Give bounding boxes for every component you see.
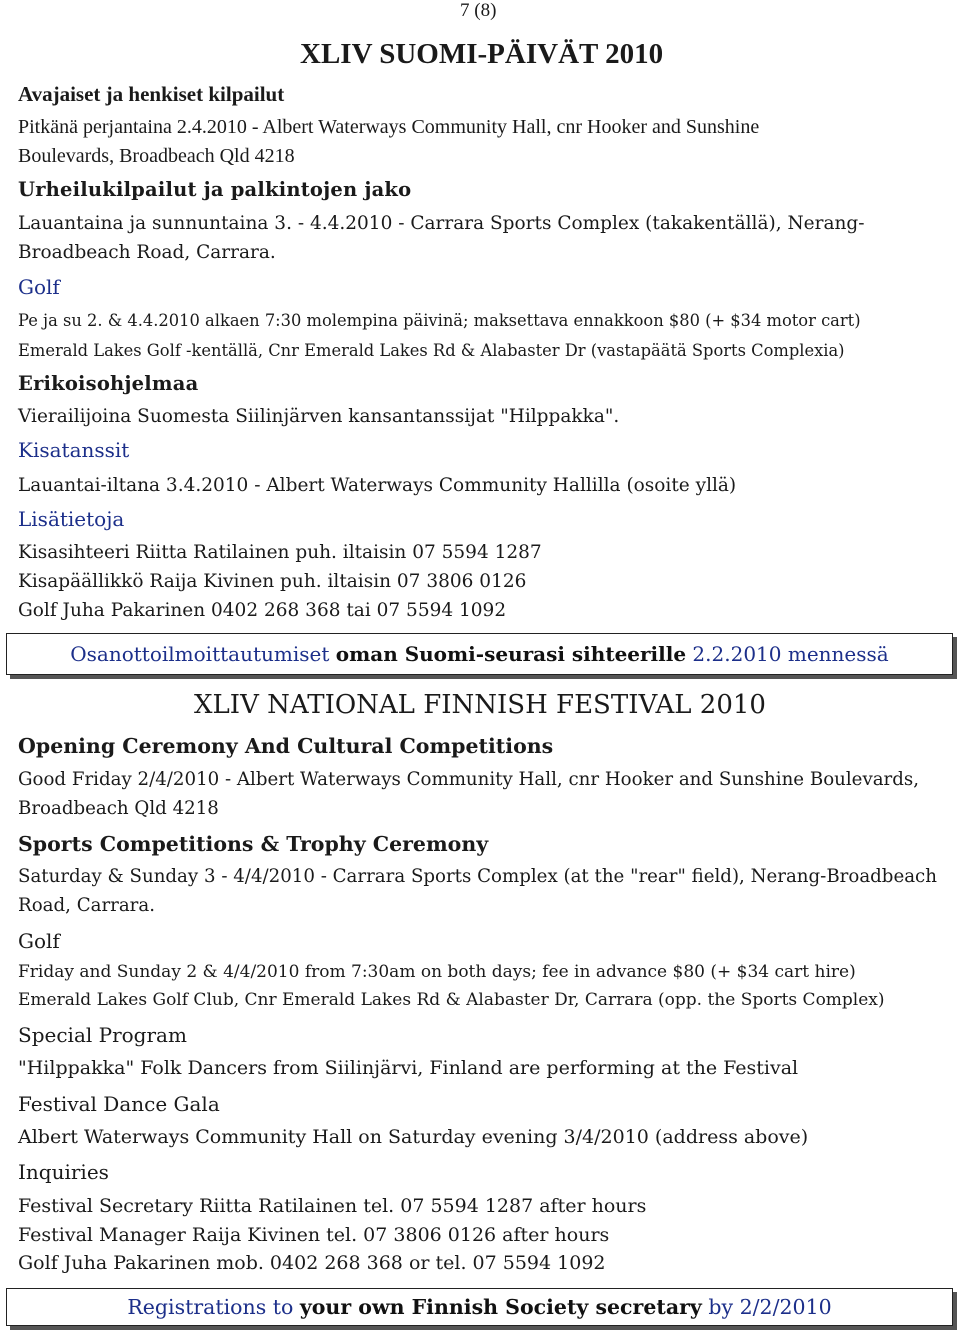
- finnish-festival-title: XLIV SUOMI-PÄIVÄT 2010: [300, 38, 664, 70]
- fi-info-heading: Lisätietoja: [18, 507, 125, 531]
- en-sports-heading: Sports Competitions & Trophy Ceremony: [18, 832, 489, 856]
- en-sports-line-1: Saturday & Sunday 3 - 4/4/2010 - Carrara Sports Complex (at the "rear" field), Nerang-Broadbeach: [18, 866, 937, 887]
- en-banner-text-3: by 2/2/2010: [701, 1295, 832, 1319]
- en-opening-heading: Opening Ceremony And Cultural Competitions: [18, 734, 554, 758]
- fi-special-heading: Erikoisohjelmaa: [18, 372, 199, 395]
- fi-info-line-3: Golf Juha Pakarinen 0402 268 368 tai 07 5594 1092: [18, 600, 507, 621]
- fi-golf-line-1: Pe ja su 2. & 4.4.2010 alkaen 7:30 molempina päivinä; maksettava ennakkoon $80 (+ $34 motor cart): [18, 311, 861, 330]
- en-sports-line-2: Road, Carrara.: [18, 895, 156, 916]
- en-gala-heading: Festival Dance Gala: [18, 1092, 220, 1116]
- en-inquiries-line-2: Festival Manager Raija Kivinen tel. 07 3806 0126 after hours: [18, 1223, 610, 1246]
- en-special-heading: Special Program: [18, 1023, 187, 1047]
- fi-registration-banner: [6, 633, 953, 675]
- fi-sports-heading: Urheilukilpailut ja palkintojen jako: [18, 178, 412, 201]
- fi-golf-heading: Golf: [18, 275, 60, 299]
- en-golf-line-2: Emerald Lakes Golf Club, Cnr Emerald Lakes Rd & Alabaster Dr, Carrara (opp. the Sports Complex): [18, 990, 885, 1010]
- en-inquiries-line-3: Golf Juha Pakarinen mob. 0402 268 368 or tel. 07 5594 1092: [18, 1252, 606, 1274]
- en-inquiries-line-1: Festival Secretary Riitta Ratilainen tel. 07 5594 1287 after hours: [18, 1195, 647, 1217]
- fi-info-text: [18, 538, 542, 625]
- en-banner-text-1: Registrations to: [127, 1295, 300, 1319]
- fi-info-line-1: Kisasihteeri Riitta Ratilainen puh. iltaisin 07 5594 1287: [18, 542, 542, 563]
- en-golf-line-1: Friday and Sunday 2 & 4/4/2010 from 7:30am on both days; fee in advance $80 (+ $34 cart hire): [18, 962, 856, 982]
- fi-opening-line-2: Boulevards, Broadbeach Qld 4218: [18, 145, 295, 167]
- en-opening-line-2: Broadbeach Qld 4218: [18, 798, 219, 819]
- en-opening-text: [18, 765, 919, 823]
- fi-opening-line-1: Pitkänä perjantaina 2.4.2010 - Albert Waterways Community Hall, cnr Hooker and Sunshine: [18, 116, 760, 138]
- fi-dance-heading: Kisatanssit: [18, 438, 130, 462]
- fi-sports-line-1: Lauantaina ja sunnuntaina 3. - 4.4.2010 - Carrara Sports Complex (takakentällä), Nerang-: [18, 213, 865, 234]
- fi-banner-text-3: 2.2.2010 mennessä: [686, 642, 889, 666]
- en-inquiries-text: [18, 1192, 646, 1278]
- page-number: 7 (8): [460, 0, 497, 21]
- fi-sports-text: [18, 209, 865, 267]
- en-golf-heading: Golf: [18, 929, 60, 953]
- en-sports-text: [18, 862, 937, 920]
- fi-banner-text-1: Osanottoilmoittautumiset: [70, 642, 336, 666]
- fi-golf-text: [18, 306, 861, 366]
- fi-sports-line-2: Broadbeach Road, Carrara.: [18, 242, 276, 263]
- fi-golf-line-2: Emerald Lakes Golf -kentällä, Cnr Emerald Lakes Rd & Alabaster Dr (vastapäätä Sports Complexia): [18, 341, 845, 360]
- fi-dance-line: Lauantai-iltana 3.4.2010 - Albert Waterways Community Hallilla (osoite yllä): [18, 475, 737, 496]
- en-gala-line: Albert Waterways Community Hall on Saturday evening 3/4/2010 (address above): [18, 1126, 809, 1148]
- en-golf-text: [18, 958, 885, 1014]
- fi-banner-text-2: oman Suomi-seurasi sihteerille: [335, 642, 687, 666]
- english-festival-title: XLIV NATIONAL FINNISH FESTIVAL 2010: [194, 690, 766, 720]
- en-banner-text-2: your own Finnish Society secretary: [299, 1295, 702, 1319]
- fi-info-line-2: Kisapäällikkö Raija Kivinen puh. iltaisin 07 3806 0126: [18, 571, 527, 592]
- fi-opening-heading: Avajaiset ja henkiset kilpailut: [18, 82, 285, 106]
- en-special-line: "Hilppakka" Folk Dancers from Siilinjärvi, Finland are performing at the Festival: [18, 1057, 799, 1079]
- fi-special-line: Vierailijoina Suomesta Siilinjärven kansantanssijat "Hilppakka".: [18, 406, 620, 427]
- en-opening-line-1: Good Friday 2/4/2010 - Albert Waterways Community Hall, cnr Hooker and Sunshine Boulevards,: [18, 769, 920, 790]
- fi-opening-text: [18, 113, 759, 171]
- en-inquiries-heading: Inquiries: [18, 1160, 109, 1184]
- en-registration-banner: [6, 1288, 953, 1326]
